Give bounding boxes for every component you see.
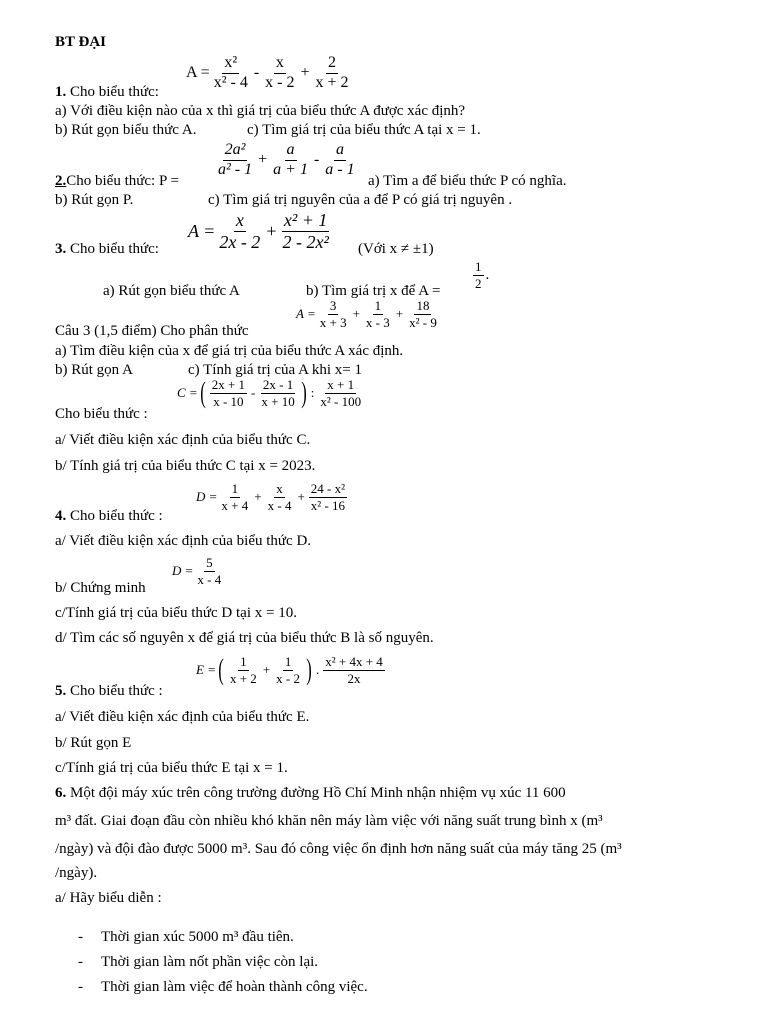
operator: - bbox=[251, 385, 256, 401]
fraction bbox=[219, 482, 250, 512]
problem-2-formula bbox=[214, 142, 359, 179]
problem-4-intro-text: Cho biểu thức : bbox=[70, 508, 163, 524]
fraction bbox=[212, 55, 250, 92]
problem-6-part-a: a/ Hãy biểu diễn : bbox=[55, 890, 162, 906]
formula-lhs: C = bbox=[177, 385, 198, 401]
numerator: a bbox=[334, 142, 346, 161]
problem-2-intro bbox=[55, 172, 179, 190]
numerator: 2a² bbox=[223, 142, 248, 161]
denominator: x² - 9 bbox=[409, 314, 437, 330]
numerator: x + 1 bbox=[327, 377, 355, 392]
problem-6-line-2: m³ đất. Giai đoạn đầu còn nhiều khó khăn nên máy làm việc với năng suất trung bình x (m³ bbox=[55, 813, 603, 829]
denominator: x + 2 bbox=[229, 670, 257, 686]
problem-2-number: 2. bbox=[55, 173, 67, 189]
expr-c-formula bbox=[177, 378, 365, 408]
numerator: 1 bbox=[231, 481, 239, 496]
problem-2-part-a: a) Tìm a để biểu thức P có nghĩa. bbox=[368, 173, 567, 189]
problem-5-part-c: c/Tính giá trị của biểu thức E tại x = 1. bbox=[55, 760, 288, 776]
operator: + bbox=[262, 662, 271, 678]
denominator: x - 4 bbox=[197, 571, 222, 587]
left-paren: ( bbox=[199, 376, 206, 410]
numerator: 3 bbox=[329, 298, 337, 313]
problem-1-part-b: b) Rút gọn biểu thức A. bbox=[55, 122, 197, 138]
numerator: 1 bbox=[240, 654, 247, 669]
numerator: 2x - 1 bbox=[262, 377, 294, 392]
expr-c-intro: Cho biểu thức : bbox=[55, 406, 148, 422]
numerator: x² + 4x + 4 bbox=[325, 654, 383, 669]
fraction bbox=[266, 482, 294, 512]
operator: + bbox=[266, 220, 277, 241]
formula-lhs: D = bbox=[172, 563, 194, 579]
operator: - bbox=[253, 64, 260, 82]
operator: + bbox=[352, 306, 360, 322]
right-paren: ) bbox=[306, 653, 312, 687]
numerator: 24 - x² bbox=[310, 481, 346, 496]
list-item: Thời gian làm việc để hoàn thành công việc. bbox=[101, 979, 368, 995]
right-paren: ) bbox=[300, 376, 307, 410]
bullet-dash: - bbox=[78, 979, 83, 995]
formula-lhs: E = bbox=[196, 662, 216, 678]
problem-4-part-d: d/ Tìm các số nguyên x để giá trị của biểu thức B là số nguyên. bbox=[55, 630, 434, 646]
left-paren: ( bbox=[218, 653, 224, 687]
cau-3-part-a: a) Tìm điều kiện của x để giá trị của biểu thức A xác định. bbox=[55, 343, 404, 359]
numerator: 1 bbox=[475, 259, 482, 274]
numerator: 2 bbox=[326, 55, 338, 74]
denominator: x - 10 bbox=[213, 393, 244, 409]
denominator: x - 4 bbox=[267, 497, 292, 513]
cau-3-part-c: c) Tính giá trị của A khi x= 1 bbox=[188, 362, 362, 378]
numerator: x bbox=[276, 481, 283, 496]
fraction bbox=[216, 142, 254, 179]
problem-4-formula bbox=[196, 482, 349, 512]
expr-c-part-a: a/ Viết điều kiện xác định của biểu thức C. bbox=[55, 432, 311, 448]
cau-3-formula bbox=[296, 299, 441, 329]
problem-3-formula bbox=[188, 211, 333, 252]
operator: + bbox=[258, 151, 268, 169]
fraction bbox=[271, 142, 310, 179]
denominator: a² - 1 bbox=[218, 160, 253, 178]
fraction bbox=[407, 299, 439, 329]
list-item: Thời gian xúc 5000 m³ đầu tiên. bbox=[101, 929, 294, 945]
problem-4-part-a: a/ Viết điều kiện xác định của biểu thức D. bbox=[55, 533, 312, 549]
problem-1-formula bbox=[186, 55, 353, 92]
fraction bbox=[195, 556, 223, 586]
operator: + bbox=[300, 64, 310, 82]
page-title: BT ĐẠI bbox=[55, 34, 106, 50]
denominator: 2 bbox=[475, 275, 482, 291]
list-item: Thời gian làm nốt phần việc còn lại. bbox=[101, 954, 319, 970]
problem-5-number: 5. bbox=[55, 683, 67, 699]
denominator: x² - 16 bbox=[310, 497, 346, 513]
problem-3-condition: (Với x ≠ ±1) bbox=[358, 241, 434, 257]
fraction bbox=[318, 378, 363, 408]
problem-6-line-1 bbox=[55, 784, 566, 802]
problem-5-intro-text: Cho biểu thức : bbox=[70, 683, 163, 699]
formula-lhs: D = bbox=[196, 489, 218, 505]
formula-lhs: A = bbox=[296, 306, 316, 322]
denominator: x² - 100 bbox=[320, 393, 362, 409]
cau-3-intro: Câu 3 (1,5 điểm) Cho phân thức bbox=[55, 323, 249, 339]
denominator: x + 10 bbox=[261, 393, 295, 409]
numerator: x² + 1 bbox=[283, 210, 328, 230]
denominator: x + 2 bbox=[315, 73, 349, 91]
problem-2-intro-text: Cho biểu thức: P = bbox=[66, 173, 179, 189]
denominator: x - 3 bbox=[365, 314, 390, 330]
cau-3-part-b: b) Rút gọn A bbox=[55, 362, 133, 378]
problem-1-number: 1. bbox=[55, 84, 67, 100]
fraction bbox=[210, 378, 247, 408]
formula-lhs: A = bbox=[186, 64, 210, 82]
denominator: x² - 4 bbox=[213, 73, 248, 91]
problem-6-text-1: Một đội máy xúc trên công trường đường Hồ Chí Minh nhận nhiệm vụ xúc 11 600 bbox=[70, 785, 566, 801]
problem-2-part-b: b) Rút gọn P. bbox=[55, 192, 134, 208]
operator: + bbox=[297, 489, 305, 505]
fraction bbox=[274, 655, 302, 685]
problem-1-intro bbox=[55, 83, 159, 101]
problem-5-part-a: a/ Viết điều kiện xác định của biểu thức E. bbox=[55, 709, 310, 725]
bullet-dash: - bbox=[78, 929, 83, 945]
numerator: x bbox=[274, 55, 286, 74]
problem-2-part-c: c) Tìm giá trị nguyên của a để P có giá trị nguyên . bbox=[208, 192, 513, 208]
operator: - bbox=[313, 151, 320, 169]
numerator: 18 bbox=[416, 298, 430, 313]
problem-4-number: 4. bbox=[55, 508, 67, 524]
expr-c-part-b: b/ Tính giá trị của biểu thức C tại x = 2023. bbox=[55, 458, 316, 474]
problem-6-line-4: /ngày). bbox=[55, 865, 98, 881]
problem-6-line-3: /ngày) và đội đào được 5000 m³. Sau đó công việc ổn định hơn năng suất của máy tăng 25 (m³ bbox=[55, 841, 622, 857]
problem-3-number: 3. bbox=[55, 241, 67, 257]
period: . bbox=[485, 266, 490, 283]
fraction bbox=[323, 655, 385, 685]
numerator: x² bbox=[222, 55, 239, 74]
problem-5-intro bbox=[55, 682, 163, 700]
problem-1-part-a: a) Với điều kiện nào của x thì giá trị của biểu thức A được xác định? bbox=[55, 103, 466, 119]
denominator: a - 1 bbox=[325, 160, 355, 178]
denominator: 2 - 2x² bbox=[282, 231, 329, 252]
fraction bbox=[228, 655, 259, 685]
numerator: x bbox=[235, 210, 244, 230]
fraction bbox=[217, 211, 262, 252]
problem-4-intro bbox=[55, 507, 163, 525]
denominator: 2x bbox=[347, 670, 361, 686]
problem-5-formula bbox=[196, 655, 387, 685]
operator: . bbox=[316, 662, 320, 678]
operator: + bbox=[395, 306, 404, 322]
fraction bbox=[263, 55, 296, 92]
bullet-dash: - bbox=[78, 954, 83, 970]
fraction bbox=[314, 55, 351, 92]
problem-1-part-c: c) Tìm giá trị của biểu thức A tại x = 1. bbox=[247, 122, 481, 138]
fraction bbox=[323, 142, 356, 179]
problem-3-part-b: b) Tìm giá trị x để A = bbox=[306, 283, 441, 299]
fraction bbox=[473, 260, 484, 290]
problem-4-prove-formula bbox=[172, 556, 225, 586]
fraction bbox=[280, 211, 330, 252]
operator: : bbox=[310, 385, 315, 401]
fraction bbox=[318, 299, 349, 329]
fraction bbox=[309, 482, 347, 512]
numerator: 1 bbox=[284, 654, 292, 669]
numerator: 5 bbox=[206, 555, 213, 570]
problem-1-intro-text: Cho biểu thức: bbox=[70, 84, 159, 100]
denominator: x + 3 bbox=[319, 314, 347, 330]
formula-lhs: A = bbox=[188, 220, 216, 241]
fraction bbox=[364, 299, 392, 329]
denominator: 2x - 2 bbox=[219, 231, 261, 252]
denominator: x - 2 bbox=[265, 73, 295, 91]
numerator: a bbox=[285, 142, 297, 161]
denominator: x + 4 bbox=[221, 497, 249, 513]
problem-3-half-fraction bbox=[471, 260, 489, 290]
operator: + bbox=[254, 489, 262, 505]
problem-4-part-b: b/ Chứng minh bbox=[55, 580, 146, 596]
problem-3-part-a: a) Rút gọn biểu thức A bbox=[103, 283, 240, 299]
denominator: a + 1 bbox=[273, 160, 308, 178]
problem-4-part-c: c/Tính giá trị của biểu thức D tại x = 10. bbox=[55, 605, 297, 621]
numerator: 1 bbox=[374, 298, 382, 313]
problem-5-part-b: b/ Rút gọn E bbox=[55, 735, 132, 751]
fraction bbox=[259, 378, 296, 408]
problem-6-number: 6. bbox=[55, 785, 67, 801]
problem-3-intro-text: Cho biểu thức: bbox=[70, 241, 159, 257]
numerator: 2x + 1 bbox=[211, 377, 246, 392]
denominator: x - 2 bbox=[276, 670, 300, 686]
problem-3-intro bbox=[55, 240, 159, 258]
